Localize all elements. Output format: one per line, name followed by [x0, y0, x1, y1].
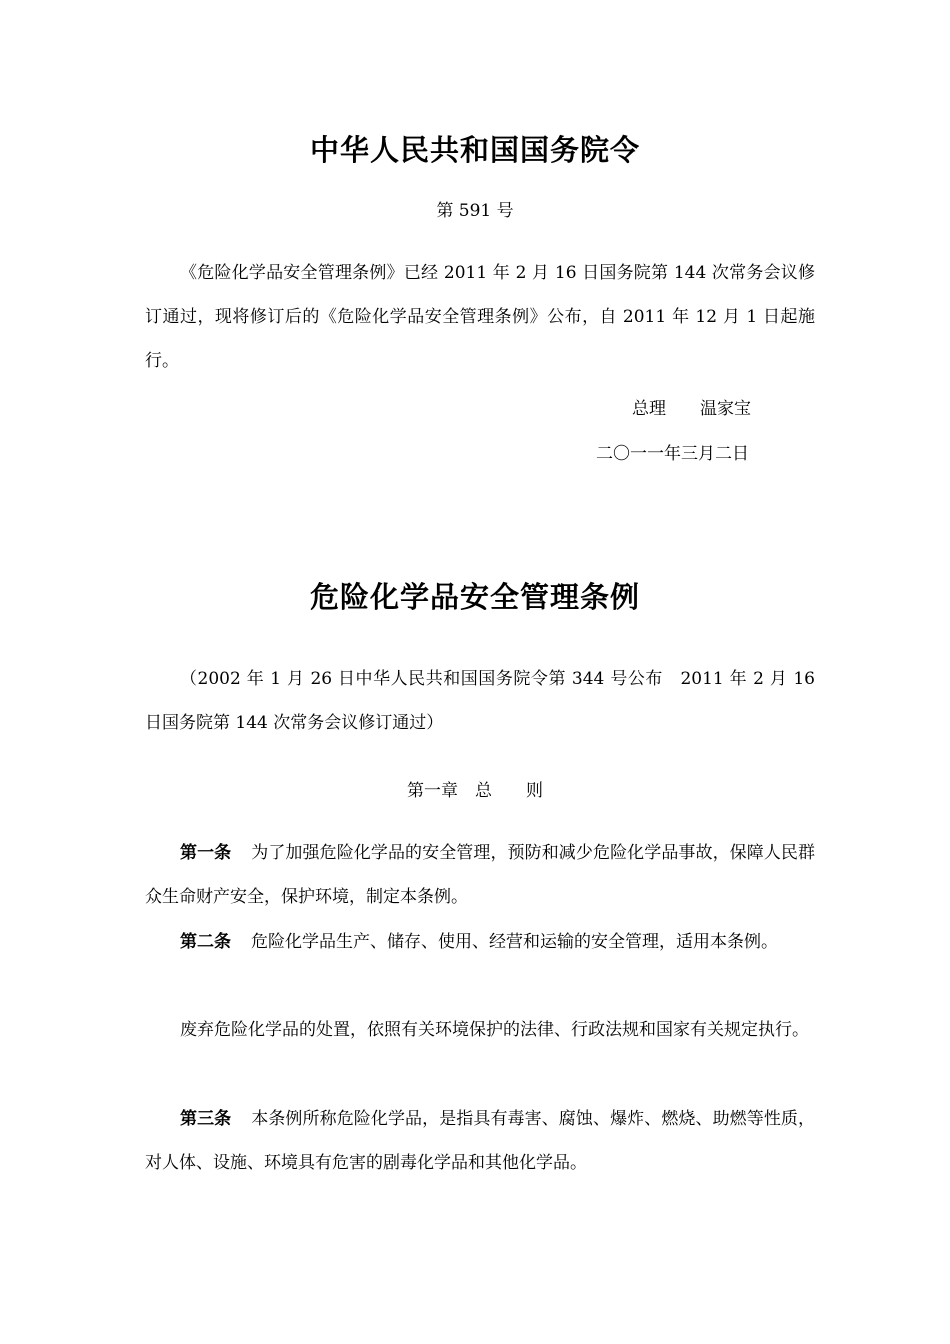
article-2	[145, 920, 815, 964]
article-text: 本条例所称危险化学品，是指具有毒害、腐蚀、爆炸、燃烧、助燃等性质，对人体、设施、环境具有危害的剧毒化学品和其他化学品。	[145, 1109, 816, 1173]
decree-body: 《危险化学品安全管理条例》已经 2011 年 2 月 16 日国务院第 144 次常务会议修订通过，现将修订后的《危险化学品安全管理条例》公布，自 2011 年 12 月 1 日起施行。	[145, 263, 815, 371]
article-2-paragraph-2: 废弃危险化学品的处置，依照有关环境保护的法律、行政法规和国家有关规定执行。	[180, 1020, 809, 1040]
decree-date: 二〇一一年三月二日	[596, 444, 749, 464]
regulation-history: （2002 年 1 月 26 日中华人民共和国国务院令第 344 号公布 2011 年 2 月 16 日国务院第 144 次常务会议修订通过）	[145, 669, 815, 733]
regulation-title: 危险化学品安全管理条例	[309, 580, 640, 614]
article-label: 第二条	[180, 932, 231, 952]
article-text: 为了加强危险化学品的安全管理，预防和减少危险化学品事故，保障人民群众生命财产安全，保护环境，制定本条例。	[145, 843, 816, 907]
chapter-heading: 第一章 总 则	[407, 781, 543, 801]
decree-title: 中华人民共和国国务院令	[309, 133, 640, 167]
decree-number: 第 591 号	[436, 201, 514, 221]
article-label: 第一条	[180, 843, 232, 863]
signatory-role: 总理	[632, 399, 666, 419]
article-3	[145, 1097, 815, 1185]
signatory-name: 温家宝	[700, 399, 751, 419]
article-1	[145, 831, 815, 919]
article-text: 危险化学品生产、储存、使用、经营和运输的安全管理，适用本条例。	[251, 932, 778, 952]
article-label: 第三条	[180, 1109, 232, 1129]
